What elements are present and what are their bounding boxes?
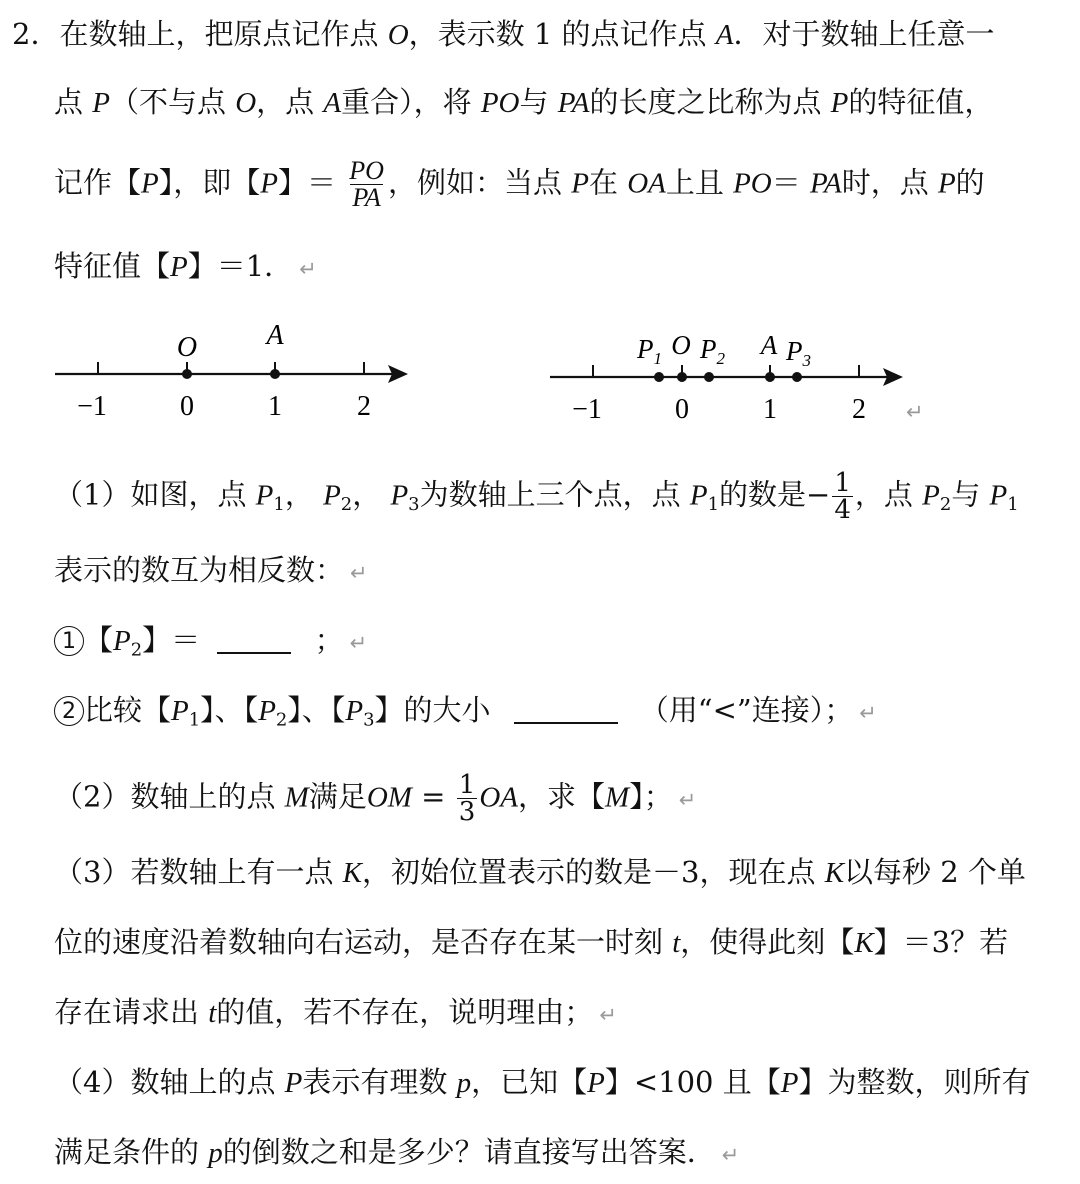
answer-blank[interactable] (514, 700, 618, 724)
point-label-a: A (266, 320, 284, 351)
return-mark-icon: ↵ (599, 1003, 617, 1027)
number-line-1 (50, 318, 420, 428)
point-label-p1: $P_1$ (637, 334, 662, 368)
q1-part-1: 1 【$P_2$】＝ ； ↵ (54, 626, 367, 656)
tick-label: 2 (852, 394, 866, 425)
circled-number-2: 2 (54, 696, 84, 726)
point-a (765, 372, 775, 382)
point-p2 (704, 372, 714, 382)
point-o (677, 372, 687, 382)
tick-label: 0 (180, 391, 194, 422)
point-p3 (792, 372, 802, 382)
tick-label: 1 (763, 394, 777, 425)
tick-label: 1 (268, 391, 282, 422)
answer-blank[interactable] (217, 630, 291, 654)
return-mark-icon: ↵ (350, 561, 368, 585)
point-label-p2: $P_2$ (700, 334, 725, 368)
circled-number-1: 1 (54, 626, 84, 656)
return-mark-icon: ↵ (299, 257, 317, 281)
q1-line-1: （1）如图，点 $P_1$， $P_2$， $P_3$为数轴上三个点，点 $P_1$的数是− $\frac{1}{4}$ ，点 $P_2$与 $P_1$ (54, 468, 1019, 526)
point-p1 (654, 372, 664, 382)
fraction-one-third: $\frac{1}{3}$ (458, 770, 476, 828)
tick-label: −1 (77, 391, 107, 422)
problem-line-4: 特征值【P】＝1． ↵ (54, 249, 317, 283)
fraction-one-quarter: $\frac{1}{4}$ (834, 468, 851, 526)
q4-line-2: 满足条件的 p的倒数之和是多少？请直接写出答案． ↵ (54, 1135, 740, 1169)
point-o (182, 369, 192, 379)
return-mark-icon: ↵ (678, 787, 697, 812)
point-a (270, 369, 280, 379)
tick-label: −1 (572, 394, 602, 425)
return-mark-icon: ↵ (906, 400, 924, 424)
q3-line-2: 位的速度沿着数轴向右运动，是否存在某一时刻 t，使得此刻【K】＝3？若 (54, 925, 1009, 959)
fraction-po-pa: $\frac{PO}{PA}$ (349, 156, 384, 213)
return-mark-icon: ↵ (721, 1143, 740, 1167)
point-label-o: O (176, 332, 198, 363)
tick-label: 2 (357, 391, 371, 422)
point-label-o: O (671, 330, 691, 360)
point-label-p3: $P_3$ (786, 336, 811, 370)
problem-line-2: 点 P（不与点 O，点 A重合），将 PO与 PA的长度之比称为点 P的特征值， (54, 85, 994, 119)
problem-number: 2． (12, 17, 60, 51)
problem-line-1: 2．在数轴上，把原点记作点 O，表示数 1 的点记作点 A．对于数轴上任意一 (12, 17, 995, 51)
q1-part-2: 2 比较【$P_1$】、【$P_2$】、【$P_3$】的大小 （用“<”连接）； ↵ (54, 696, 877, 726)
problem-line-3: 记作【P】，即【P】＝ $\frac{PO}{PA}$ ，例如：当点 P在 OA上且 PO＝ PA时，点 P的 (54, 156, 985, 213)
return-mark-icon: ↵ (349, 631, 368, 655)
q2-line: （2）数轴上的点 M满足OM = $\frac{1}{3}$ OA，求【M】； ↵ (54, 770, 697, 828)
tick-label: 0 (675, 394, 689, 425)
return-mark-icon: ↵ (859, 701, 877, 725)
q3-line-3: 存在请求出 t的值，若不存在，说明理由； ↵ (54, 995, 617, 1029)
number-line-2 (545, 318, 910, 428)
q3-line-1: （3）若数轴上有一点 K，初始位置表示的数是－3，现在点 K以每秒 2 个单 (54, 855, 1026, 889)
q1-line-2: 表示的数互为相反数： ↵ (54, 553, 368, 587)
point-label-a: A (760, 330, 778, 360)
q4-line-1: （4）数轴上的点 P表示有理数 p，已知【P】<100 且【P】为整数，则所有 (54, 1065, 1031, 1099)
